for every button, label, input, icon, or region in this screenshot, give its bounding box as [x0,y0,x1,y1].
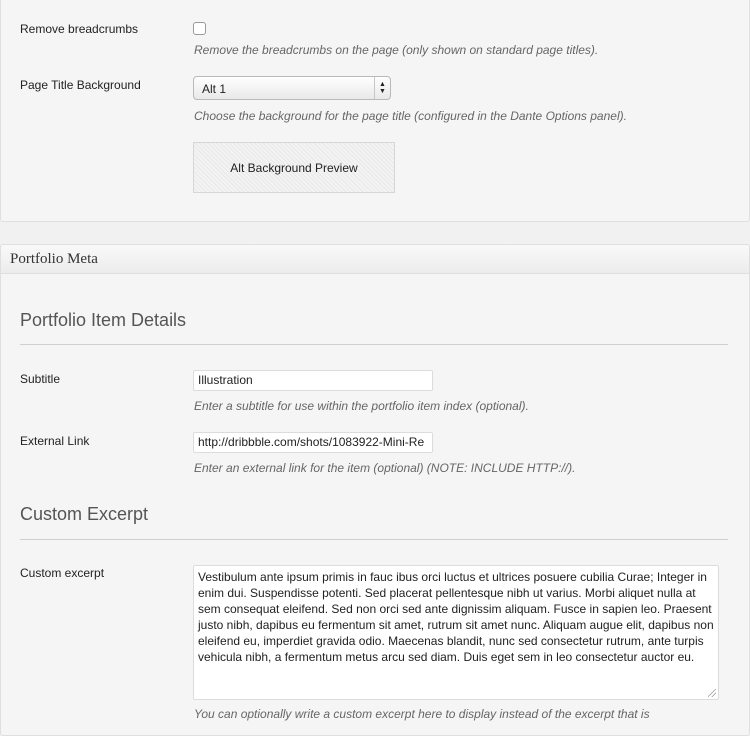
custom-excerpt-text: Vestibulum ante ipsum primis in fauc ibus orci luctus et ultrices posuere cubilia Curae; Integer in enim dui. Suspendisse potenti. Sed placerat pellentesque nibh ut varius. Morbi aliquet nulla at sem consequat eleifend. Sed non orci sed ante dignissim aliquam. Fusce in sapien leo. Praesent justo nibh, dapibus eu fermentum sit amet, rutrum sit amet nunc. Aliquam augue elit, dapibus non eleifend eu, imperdiet gravida odio. Maecenas blandit, nunc sed consectetur rutrum, ante turpis vehicula nibh, a fermentum metus arcu sed diam. Duis eget sem in leo consectetur auctor eu. [198,570,714,664]
external-link-input[interactable]: http://dribbble.com/shots/1083922-Mini-Re [193,432,433,453]
custom-excerpt-heading: Custom Excerpt [20,504,149,524]
portfolio-item-details-heading: Portfolio Item Details [20,310,187,330]
subtitle-input[interactable]: Illustration [193,370,433,391]
remove-breadcrumbs-label: Remove breadcrumbs [20,22,139,36]
portfolio-meta-header[interactable] [1,245,749,274]
external-link-label: External Link [20,434,90,448]
resize-grip-icon[interactable] [708,689,716,697]
select-value: Alt 1 [202,82,227,96]
portfolio-meta-title: Portfolio Meta [10,251,98,267]
section-divider [20,344,728,345]
page-title-background-description: Choose the background for the page title (configured in the Dante Options panel). [194,109,627,123]
custom-excerpt-textarea[interactable] [193,565,719,700]
remove-breadcrumbs-checkbox[interactable] [193,22,206,35]
background-preview [193,142,395,193]
section-divider [20,539,728,540]
remove-breadcrumbs-description: Remove the breadcrumbs on the page (only shown on standard page titles). [194,43,599,57]
page-title-background-select[interactable] [193,76,391,100]
external-link-description: Enter an external link for the item (optional) (NOTE: INCLUDE HTTP://). [194,461,576,475]
custom-excerpt-description: You can optionally write a custom excerpt here to display instead of the excerpt that is [194,707,650,721]
select-arrows-icon: ▲ ▼ [374,77,390,99]
subtitle-description: Enter a subtitle for use within the portfolio item index (optional). [194,399,529,413]
background-preview-label: Alt Background Preview [230,160,358,175]
subtitle-label: Subtitle [20,372,61,386]
page-title-background-label: Page Title Background [20,78,141,92]
custom-excerpt-label: Custom excerpt [20,566,105,580]
